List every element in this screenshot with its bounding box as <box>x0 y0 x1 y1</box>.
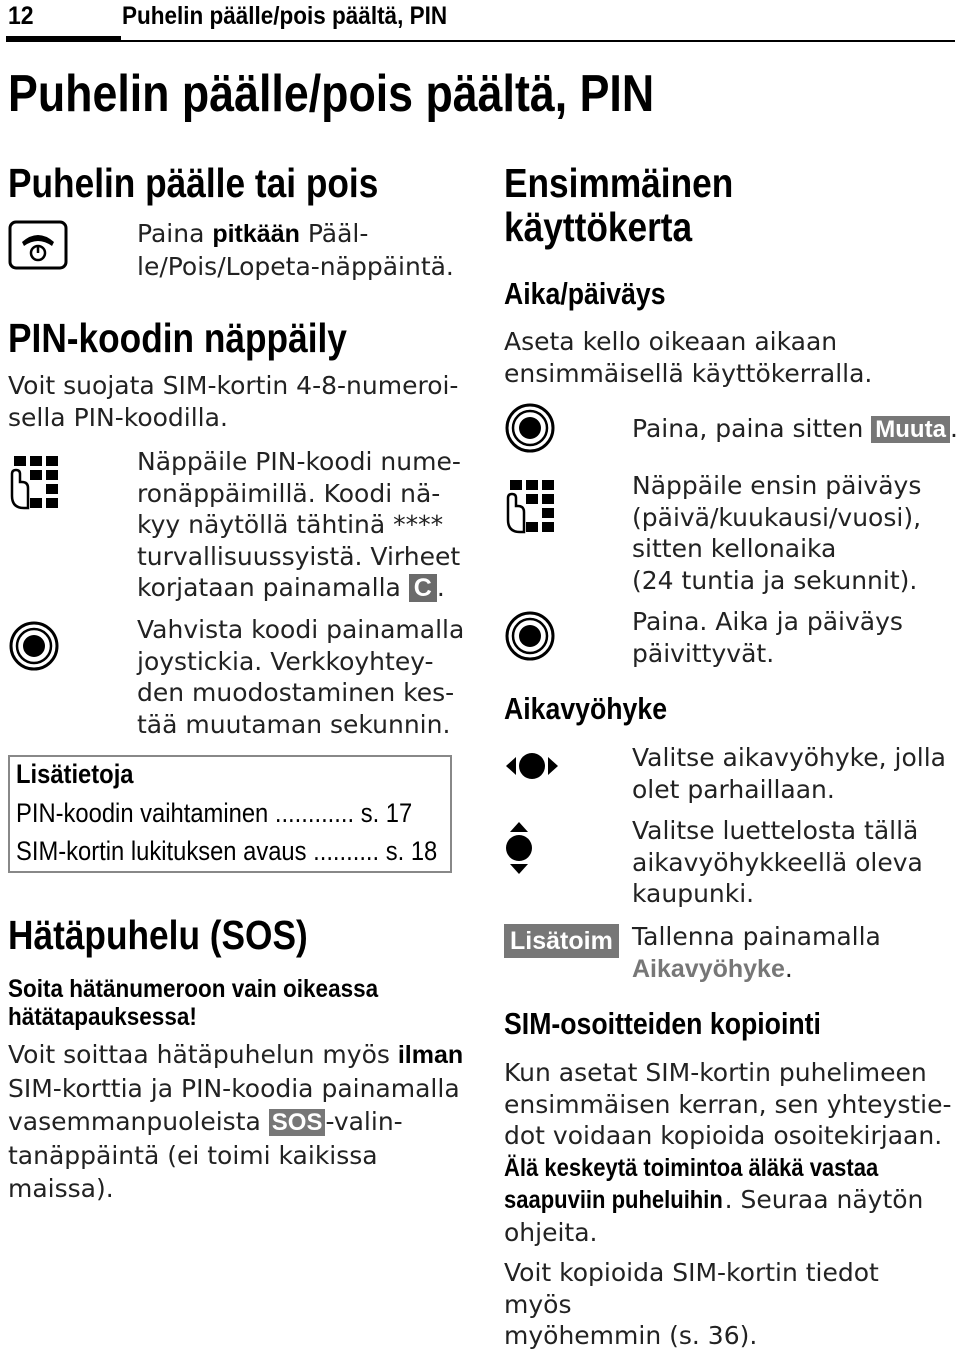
info-item-sim-unlock[interactable]: SIM-kortin lukituksen avaus .......... s. 18 <box>16 836 438 866</box>
timezone-heading: Aikavyöhyke <box>504 691 668 726</box>
info-item-pin-change[interactable]: PIN-koodin vaihtaminen ............ s. 17 <box>16 798 413 828</box>
lisatoim-key: Lisätoim <box>504 924 619 958</box>
datetime-heading: Aika/päiväys <box>504 276 666 311</box>
c-key: C <box>409 574 437 602</box>
header-rule-thick <box>6 36 121 42</box>
timezone-step3-text: Tallenna painamalla Aikavyöhyke. <box>632 922 881 983</box>
pin-step2-text: Vahvista koodi painamalla joystickia. Verkkoyhtey- den muodostaminen kes- tää muutaman sekunnin. <box>137 615 465 739</box>
timezone-step1-text: Valitse aikavyöhyke, jolla olet parhaillaan. <box>632 743 946 804</box>
joystick-left-right-icon <box>504 750 560 782</box>
joystick-icon <box>504 402 556 454</box>
power-text-bold: pitkään <box>212 220 300 248</box>
sos-warning: Soita hätänumeroon vain oikeassa hätätapauksessa! <box>8 975 379 1031</box>
muuta-key: Muuta <box>871 416 950 443</box>
datetime-step1-text: Paina, paina sitten Muuta . <box>632 414 958 443</box>
header-rule-thin <box>121 40 955 42</box>
keypad-icon <box>8 452 64 512</box>
pin-heading: PIN-koodin näppäily <box>8 315 347 361</box>
joystick-icon <box>504 610 556 662</box>
pin-intro: Voit suojata SIM-kortin 4-8-numeroi- sella PIN-koodilla. <box>8 371 459 432</box>
joystick-up-down-icon <box>504 820 534 876</box>
info-box-title: Lisätietoja <box>16 759 134 789</box>
power-text: Paina pitkään Pääl- le/Pois/Lopeta-näppäintä. <box>137 219 454 281</box>
first-use-heading: Ensimmäinen käyttökerta <box>504 160 734 250</box>
running-title: Puhelin päälle/pois päältä, PIN <box>122 2 448 30</box>
timezone-step2-text: Valitse luettelosta tällä aikavyöhykkeellä oleva kaupunki. <box>632 816 923 908</box>
power-heading: Puhelin päälle tai pois <box>8 160 379 206</box>
pin-step1-text: Näppäile PIN-koodi nume- ronäppäimillä. Koodi nä- kyy näytöllä tähtinä **** turvallisuussyistä. Virheet korjataan painamalla C . <box>137 447 461 602</box>
joystick-icon <box>8 620 60 672</box>
sim-copy-heading: SIM-osoitteiden kopiointi <box>504 1006 821 1041</box>
sos-text: Voit soittaa hätäpuhelun myös ilman SIM-korttia ja PIN-koodia painamalla vasemmanpuoleista SOS -valin- tanäppäintä (ei toimi kaikissa maissa). <box>8 1040 464 1203</box>
sos-key: SOS <box>269 1109 326 1136</box>
page-number: 12 <box>8 2 34 30</box>
sos-heading: Hätäpuhelu (SOS) <box>8 912 308 958</box>
datetime-step3-text: Paina. Aika ja päiväys päivittyvät. <box>632 607 903 668</box>
sim-copy-later-text: Voit kopioida SIM-kortin tiedot myös myöhemmin (s. 36). <box>504 1258 879 1350</box>
aikavyohyke-softkey-label: Aikavyöhyke <box>632 954 785 983</box>
sim-copy-text: Kun asetat SIM-kortin puhelimeen ensimmäisen kerran, sen yhteystie- dot voidaan kopioida osoitekirjaan. Älä keskeytä toimintoa äläkä vastaa saapuviin puheluihin. Seuraa näytön ohjeita. <box>504 1058 952 1247</box>
page-title: Puhelin päälle/pois päältä, PIN <box>8 65 655 123</box>
power-key-icon <box>8 220 68 270</box>
keypad-icon <box>504 476 560 536</box>
datetime-step2-text: Näppäile ensin päiväys (päivä/kuukausi/vuosi), sitten kellonaika (24 tuntia ja sekunnit). <box>632 471 922 595</box>
datetime-intro: Aseta kello oikeaan aikaan ensimmäisellä käyttökerralla. <box>504 327 873 388</box>
